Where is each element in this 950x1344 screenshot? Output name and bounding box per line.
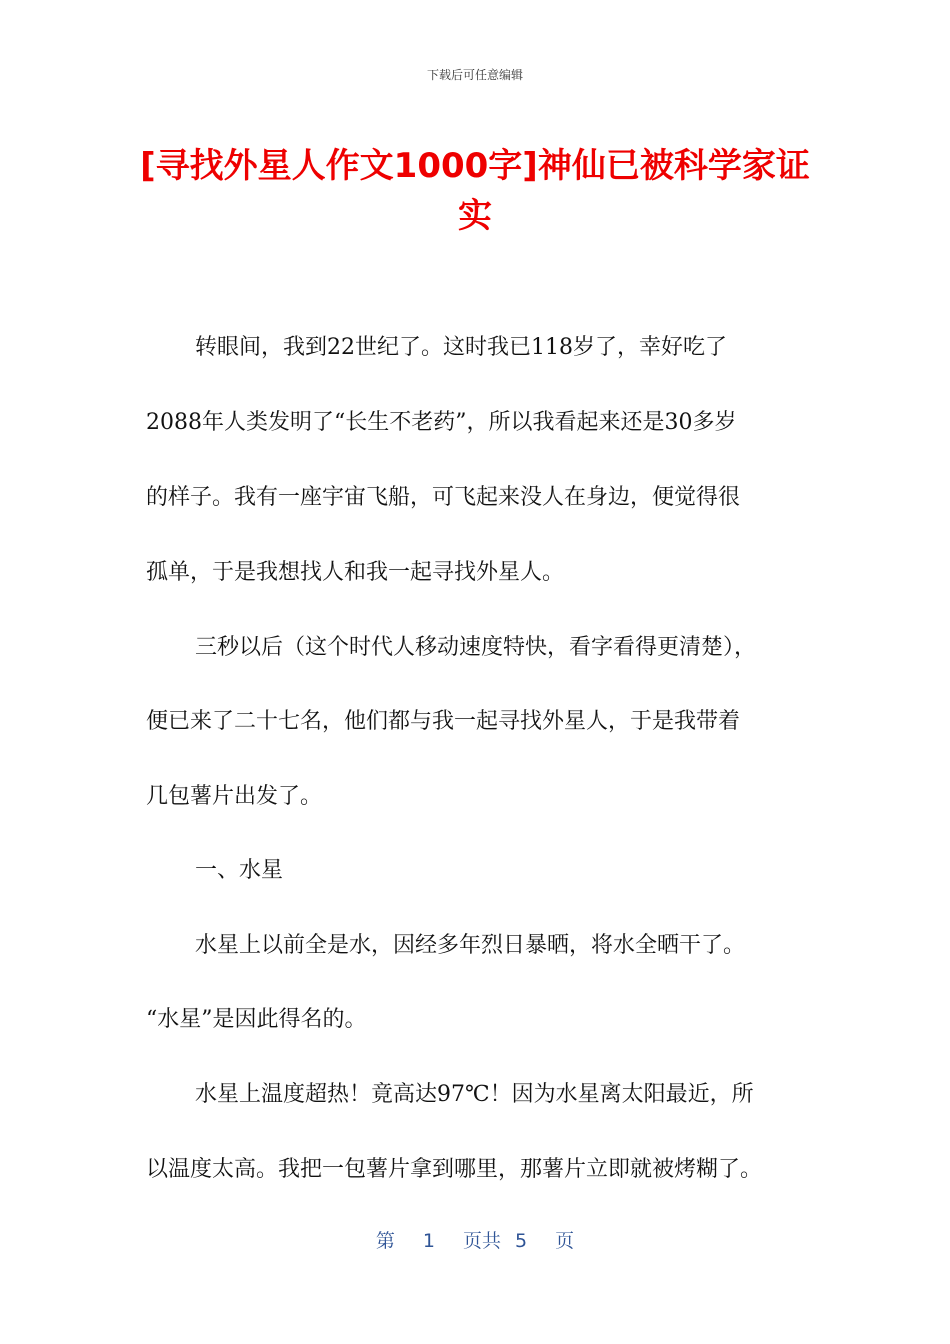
text-line: 水星上温度超热！竟高达97℃！因为水星离太阳最近，所 <box>195 1082 754 1107</box>
page-footer <box>0 1226 950 1253</box>
text-line: 孤单，于是我想找人和我一起寻找外星人。 <box>146 560 565 585</box>
footer-page-mid: 页共 <box>462 1230 501 1252</box>
text-line: 几包薯片出发了。 <box>146 784 323 809</box>
text-line: “水星”是因此得名的。 <box>146 1007 367 1032</box>
header-note: 下载后可任意编辑 <box>426 68 523 82</box>
footer-page-number: 1 <box>422 1230 435 1252</box>
section-heading: 一、水星 <box>195 858 284 883</box>
document-title <box>100 141 850 241</box>
text-line: 三秒以后（这个时代人移动速度特快，看字看得更清楚）， <box>195 635 757 660</box>
text-line: 的样子。我有一座宇宙飞船，可飞起来没人在身边，便觉得很 <box>146 485 741 510</box>
title-line-2: 实 <box>458 196 492 236</box>
footer-total-pages: 5 <box>515 1230 528 1252</box>
text-line: 便已来了二十七名，他们都与我一起寻找外星人，于是我带着 <box>146 709 741 734</box>
footer-page-suffix: 页 <box>555 1230 575 1252</box>
footer-page-label: 第 <box>375 1230 395 1252</box>
text-line: 转眼间，我到22世纪了。这时我已118岁了，幸好吃了 <box>195 335 727 360</box>
text-line: 水星上以前全是水，因经多年烈日暴晒，将水全晒干了。 <box>195 933 746 958</box>
text-line: 2088年人类发明了“长生不老药”，所以我看起来还是30多岁 <box>146 410 737 435</box>
text-line: 以温度太高。我把一包薯片拿到哪里，那薯片立即就被烤糊了。 <box>146 1157 763 1182</box>
title-line-1: [寻找外星人作文1000字]神仙已被科学家证 <box>140 146 810 186</box>
